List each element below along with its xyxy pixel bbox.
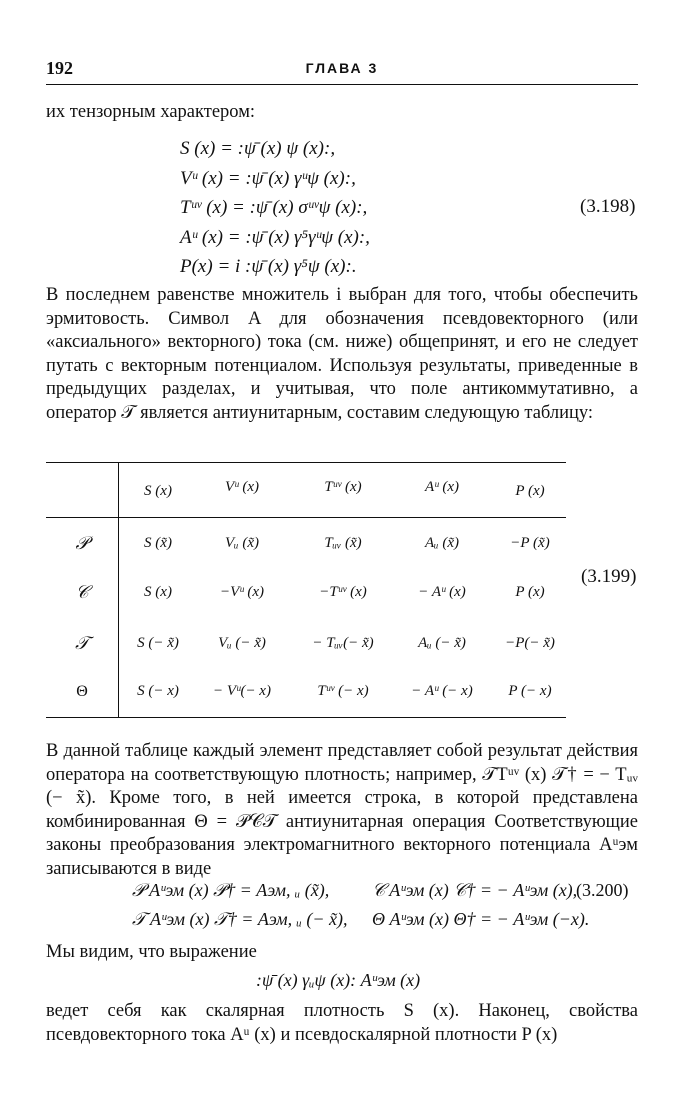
equation-3200-line1-right: 𝒞 Aᵘэм (x) 𝒞† = − Aᵘэм (x), bbox=[372, 880, 578, 900]
table-cell: Vᵤ (x̃) bbox=[225, 535, 259, 551]
table-cell: S (− x̃) bbox=[137, 635, 179, 651]
equation-block-3198 bbox=[180, 134, 540, 282]
equation-tensor: Tᵘᵛ (x) = :ψ̄ (x) σᵘᵛψ (x):, bbox=[180, 197, 368, 218]
table-cell: S (− x) bbox=[137, 683, 179, 699]
equation-3200-line2-left: 𝒯 Aᵘэм (x) 𝒯† = Aэм, ᵤ (− x̃), bbox=[132, 909, 348, 929]
row-op-charge: 𝒞 bbox=[75, 582, 89, 602]
equation-vector: Vᵘ (x) = :ψ̄ (x) γᵘψ (x):, bbox=[180, 167, 356, 189]
equation-axial: Aᵘ (x) = :ψ̄ (x) γ⁵γᵘψ (x):, bbox=[180, 226, 370, 248]
table-cell: − Aᵘ (x) bbox=[418, 584, 466, 600]
table-cell: − Vᵘ(− x) bbox=[213, 683, 271, 699]
table-header-rule bbox=[46, 517, 566, 518]
equation-number-3200: (3.200) bbox=[576, 880, 629, 900]
intro-line: их тензорным характером: bbox=[46, 102, 256, 122]
table-cell: Vᵤ (− x̃) bbox=[218, 635, 266, 651]
equation-pseudoscalar: P(x) = i :ψ̄ (x) γ⁵ψ (x):. bbox=[180, 256, 357, 277]
row-op-theta: Θ bbox=[76, 683, 88, 700]
table-vertical-rule bbox=[118, 463, 119, 717]
table-header-p: P (x) bbox=[515, 483, 545, 499]
table-cell: P (− x) bbox=[508, 683, 552, 699]
paragraph-scalar-density: ведет себя как скалярная плотность S (x). Наконец, свойства псевдовекторного тока Aᵘ (x) и псевдоскалярной плотности P (x) bbox=[46, 1001, 638, 1045]
table-cell: −P (x̃) bbox=[510, 535, 550, 551]
table-header-a: Aᵘ (x) bbox=[425, 479, 459, 495]
row-op-parity: 𝒫 bbox=[75, 533, 89, 553]
table-header-t: Tᵘᵛ (x) bbox=[324, 479, 362, 495]
line-we-see: Мы видим, что выражение bbox=[46, 942, 257, 962]
paragraph-table-explanation: В данной таблице каждый элемент представляет собой результат действия оператора на соответствующую плотность; например, 𝒯Tᵘᵛ (x) 𝒯† = − Tᵤᵥ (− x̃). Кроме того, в ней имеется строка, в которой представлена комбинированная Θ = 𝒫𝒞𝒯 антиунитарная операция Соответствующие законы преобразования электромагнитного векторного потенциала Aᵘэм записываются в виде bbox=[46, 741, 638, 879]
equation-number-3199: (3.199) bbox=[581, 566, 637, 587]
equation-scalar: S (x) = :ψ̄ (x) ψ (x):, bbox=[180, 138, 336, 159]
table-cell: S (x) bbox=[144, 584, 172, 600]
chapter-title: ГЛАВА 3 bbox=[305, 60, 379, 76]
table-header-v: Vᵘ (x) bbox=[225, 479, 259, 495]
page-header bbox=[46, 58, 638, 85]
equation-3200-line1-left: 𝒫 Aᵘэм (x) 𝒫† = Aэм, ᵤ (x̃), bbox=[132, 880, 330, 900]
table-cell: Tᵤᵥ (x̃) bbox=[324, 535, 362, 551]
table-cell: P (x) bbox=[515, 584, 545, 600]
table-cell: −Tᵘᵛ (x) bbox=[319, 584, 367, 600]
table-cell: − Tᵤᵥ(− x̃) bbox=[312, 635, 374, 651]
table-cell: −Vᵘ (x) bbox=[219, 584, 265, 600]
table-cell: −P(− x̃) bbox=[505, 635, 555, 651]
table-cell: − Aᵘ (− x) bbox=[411, 683, 473, 699]
transformation-table bbox=[46, 462, 566, 718]
table-cell: Aᵤ (x̃) bbox=[425, 535, 459, 551]
table-header-s: S (x) bbox=[144, 483, 172, 499]
equation-number-3198: (3.198) bbox=[580, 196, 636, 217]
equation-3200-line2-right: Θ Aᵘэм (x) Θ† = − Aᵘэм (−x). bbox=[372, 909, 590, 929]
equation-em-density: :ψ̄ (x) γᵤψ (x): Aᵘэм (x) bbox=[256, 970, 421, 990]
row-op-time: 𝒯 bbox=[75, 633, 89, 653]
table-cell: S (x̃) bbox=[144, 535, 172, 551]
paragraph-hermiticity: В последнем равенстве множитель i выбран для того, чтобы обеспечить эрмитовость. Символ A для обозначения псевдовекторного (или «аксиального» векторного) тока (см. ниже) общепринят, и его не следует путать с векторным потенциалом. Используя результаты, приведенные в предыдущих разделах, и учитывая, что поле антикоммутативно, а оператор 𝒯 является антиунитарным, составим следующую таблицу: bbox=[46, 285, 638, 423]
table-cell: Tᵘᵛ (− x) bbox=[317, 683, 369, 699]
page-number: 192 bbox=[46, 58, 73, 78]
table-cell: Aᵤ (− x̃) bbox=[418, 635, 466, 651]
